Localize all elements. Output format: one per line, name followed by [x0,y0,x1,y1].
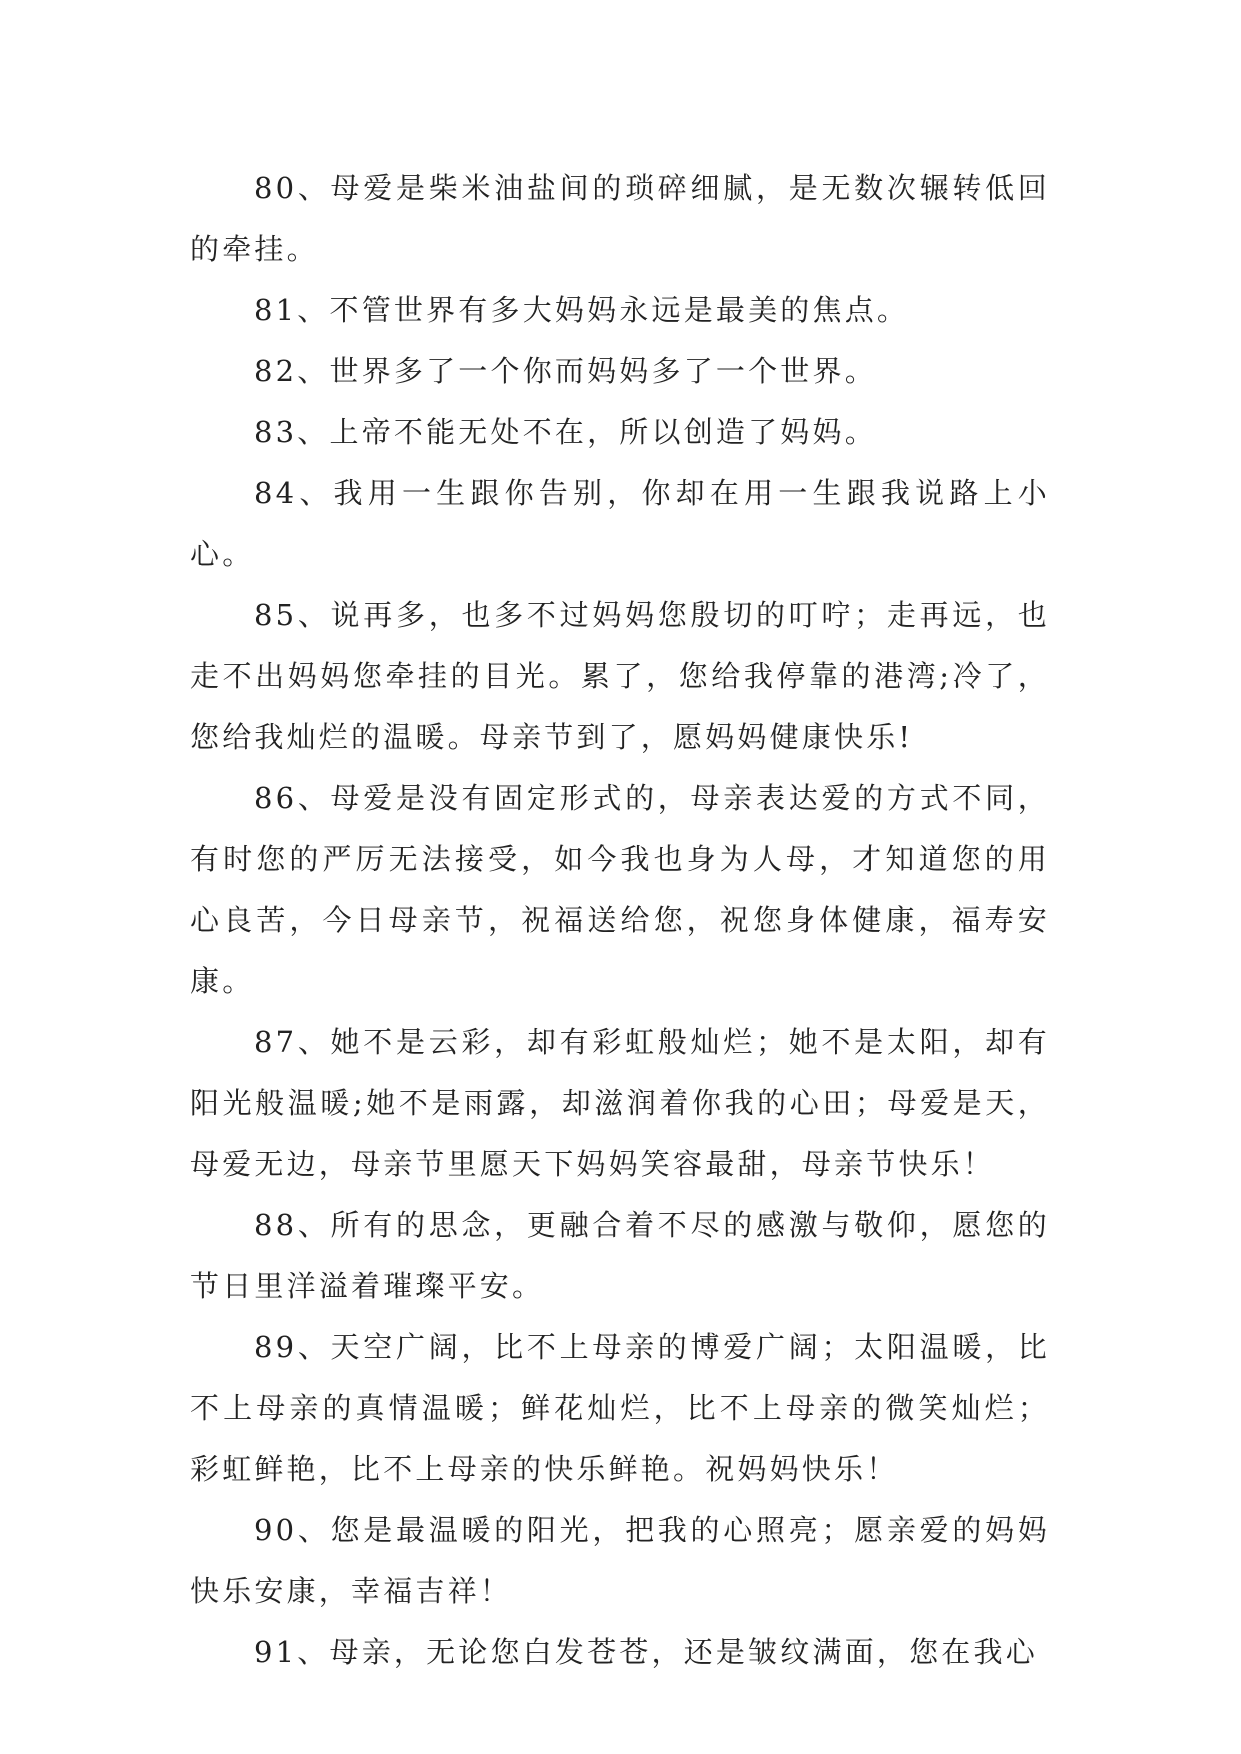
paragraph-86: 86、母爱是没有固定形式的，母亲表达爱的方式不同，有时您的严厉无法接受，如今我也身为人母，才知道您的用心良苦，今日母亲节，祝福送给您，祝您身体健康，福寿安康。 [190,781,1050,998]
paragraph-84: 84、我用一生跟你告别，你却在用一生跟我说路上小心。 [190,476,1050,571]
paragraph-82: 82、世界多了一个你而妈妈多了一个世界。 [254,354,877,388]
paragraph-81: 81、不管世界有多大妈妈永远是最美的焦点。 [254,293,910,327]
paragraph-91: 91、母亲，无论您白发苍苍，还是皱纹满面，您在我心 [254,1635,1038,1669]
paragraph-83: 83、上帝不能无处不在，所以创造了妈妈。 [254,415,877,449]
paragraph-89: 89、天空广阔，比不上母亲的博爱广阔；太阳温暖，比不上母亲的真情温暖；鲜花灿烂，比不上母亲的微笑灿烂；彩虹鲜艳，比不上母亲的快乐鲜艳。祝妈妈快乐！ [190,1330,1050,1486]
paragraph-88: 88、所有的思念，更融合着不尽的感激与敬仰，愿您的节日里洋溢着璀璨平安。 [190,1208,1050,1303]
paragraph-90: 90、您是最温暖的阳光，把我的心照亮；愿亲爱的妈妈快乐安康，幸福吉祥！ [190,1513,1050,1608]
paragraph-85: 85、说再多，也多不过妈妈您殷切的叮咛；走再远，也走不出妈妈您牵挂的目光。累了，您给我停靠的港湾;冷了，您给我灿烂的温暖。母亲节到了，愿妈妈健康快乐! [190,598,1050,754]
document-body [190,158,1050,1683]
paragraph-80: 80、母爱是柴米油盐间的琐碎细腻，是无数次辗转低回的牵挂。 [190,171,1050,266]
paragraph-87: 87、她不是云彩，却有彩虹般灿烂；她不是太阳，却有阳光般温暖;她不是雨露，却滋润着你我的心田；母爱是天，母爱无边，母亲节里愿天下妈妈笑容最甜，母亲节快乐！ [190,1025,1050,1181]
